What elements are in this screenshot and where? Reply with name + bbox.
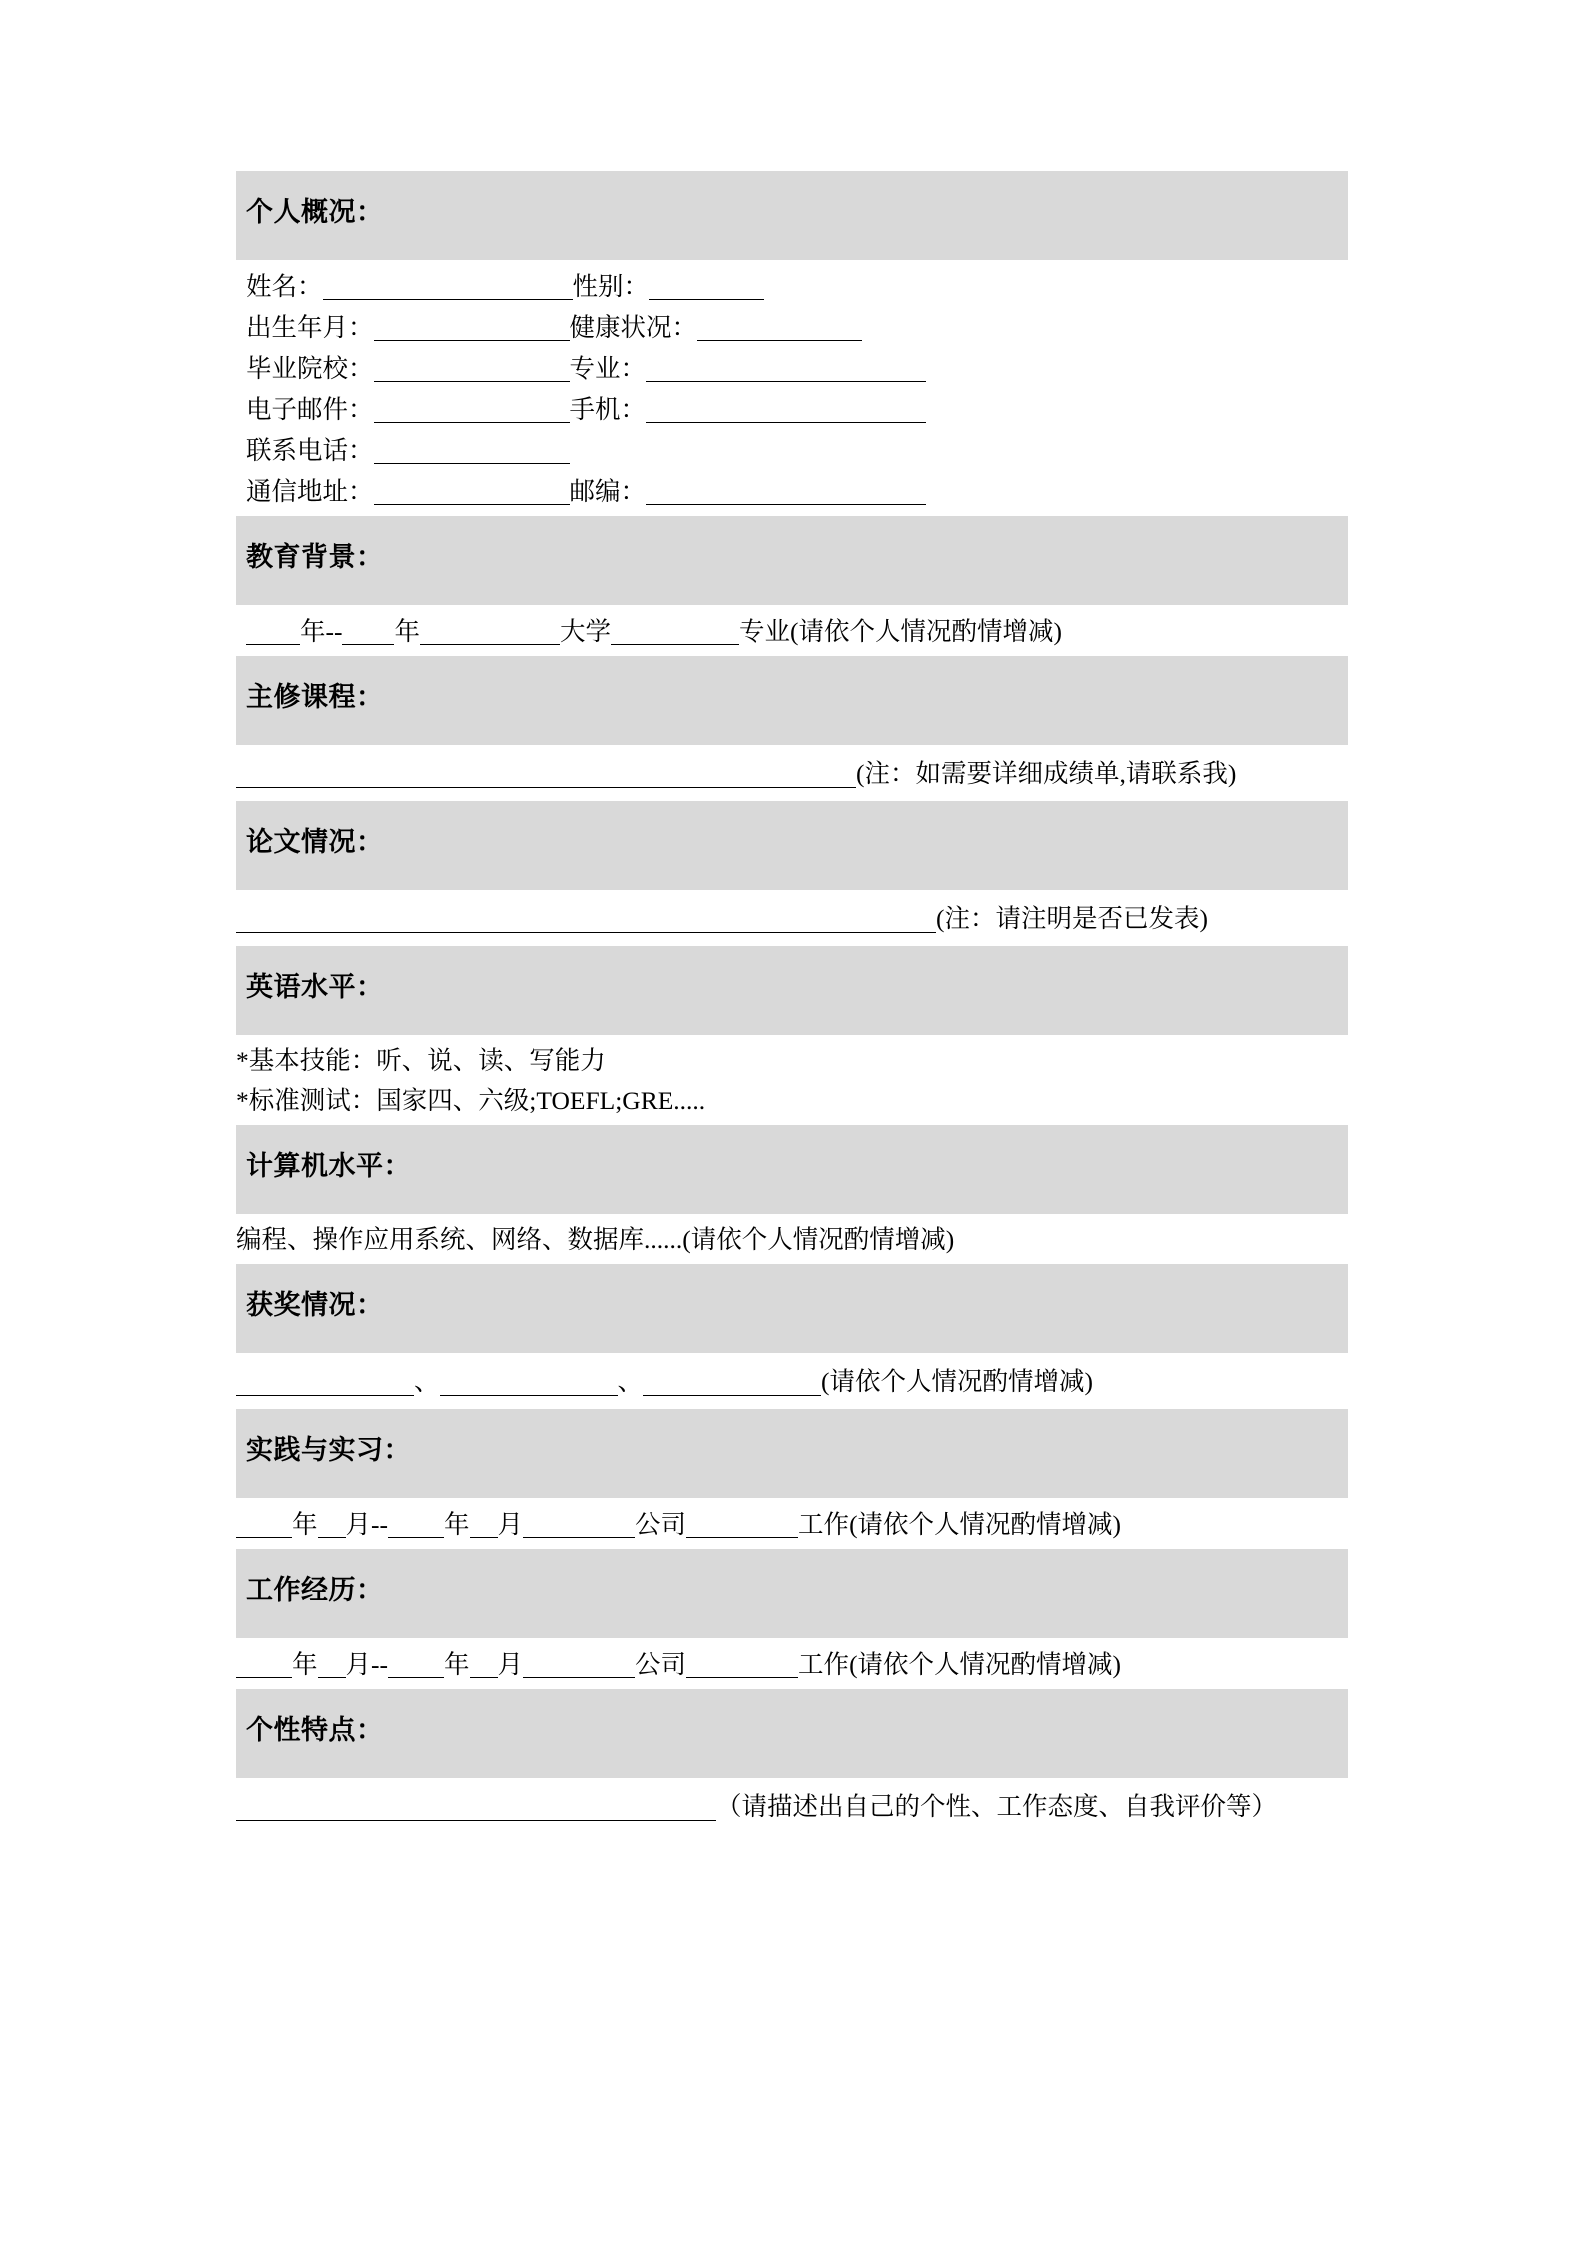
personality-content — [236, 1778, 1348, 1834]
label-gender: 性别： — [572, 272, 650, 302]
label-phone: 联系电话： — [246, 436, 374, 466]
awards-line — [236, 1359, 1348, 1405]
section-title-internship: 实践与实习： — [246, 1435, 411, 1467]
blank-email[interactable] — [374, 395, 570, 423]
blank-thesis[interactable] — [236, 902, 936, 933]
edu-major-label: 专业 — [739, 617, 791, 647]
field-row-phone — [246, 430, 1348, 471]
edu-university-label: 大学 — [560, 617, 612, 647]
section-header-education — [236, 516, 1348, 605]
label-email: 电子邮件： — [246, 395, 374, 425]
blank-intern-year-end[interactable] — [388, 1510, 444, 1538]
intern-year2-label: 年 — [444, 1510, 470, 1540]
work-month-label: 月-- — [345, 1650, 388, 1680]
section-header-personality — [236, 1689, 1348, 1778]
work-line — [236, 1644, 1348, 1685]
field-row-birth — [246, 307, 1348, 348]
label-birth: 出生年月： — [246, 313, 374, 343]
edu-note: (请依个人情况酌情增减) — [790, 617, 1063, 647]
work-year-label: 年 — [292, 1650, 318, 1680]
work-year2-label: 年 — [444, 1650, 470, 1680]
section-header-courses — [236, 656, 1348, 745]
blank-edu-major[interactable] — [611, 617, 739, 645]
label-health: 健康状况： — [569, 313, 698, 343]
document-body — [236, 171, 1348, 1834]
label-address: 通信地址： — [246, 477, 374, 507]
label-mobile: 手机： — [569, 395, 647, 425]
section-title-computer: 计算机水平： — [246, 1151, 411, 1183]
courses-line — [236, 751, 1348, 797]
blank-work-company[interactable] — [523, 1650, 635, 1678]
section-header-work — [236, 1549, 1348, 1638]
thesis-note: (注：请注明是否已发表) — [936, 904, 1208, 934]
section-header-thesis — [236, 801, 1348, 890]
blank-intern-year-start[interactable] — [236, 1510, 292, 1538]
blank-mobile[interactable] — [646, 395, 926, 423]
blank-address[interactable] — [374, 477, 570, 505]
blank-major[interactable] — [646, 354, 926, 382]
intern-month-label: 月-- — [345, 1510, 388, 1540]
blank-work-role[interactable] — [686, 1650, 798, 1678]
english-content — [236, 1035, 1348, 1125]
edu-year2-label: 年 — [394, 617, 420, 647]
section-title-work: 工作经历： — [246, 1575, 384, 1607]
label-school: 毕业院校： — [246, 354, 374, 384]
blank-personality[interactable] — [236, 1790, 716, 1821]
education-content — [236, 605, 1348, 656]
thesis-content — [236, 890, 1348, 946]
section-title-english: 英语水平： — [246, 972, 384, 1004]
field-row-address — [246, 471, 1348, 512]
work-note: (请依个人情况酌情增减) — [849, 1650, 1122, 1680]
intern-month2-label: 月 — [497, 1510, 524, 1540]
blank-zip[interactable] — [646, 477, 926, 505]
internship-line — [236, 1504, 1348, 1545]
blank-health[interactable] — [697, 313, 862, 341]
work-company-label: 公司 — [635, 1650, 687, 1680]
blank-phone[interactable] — [374, 436, 570, 464]
thesis-line — [236, 896, 1348, 942]
awards-note: (请依个人情况酌情增减) — [821, 1367, 1094, 1397]
section-header-computer — [236, 1125, 1348, 1214]
blank-edu-university[interactable] — [420, 617, 560, 645]
section-header-english — [236, 946, 1348, 1035]
education-line — [246, 611, 1348, 652]
blank-intern-month-end[interactable] — [470, 1510, 498, 1538]
section-title-awards: 获奖情况： — [246, 1290, 384, 1322]
personal-fields — [236, 260, 1348, 516]
blank-work-month-end[interactable] — [470, 1650, 498, 1678]
intern-company-label: 公司 — [635, 1510, 687, 1540]
awards-separator-2: 、 — [617, 1367, 644, 1397]
intern-year-label: 年 — [292, 1510, 318, 1540]
english-standard-tests: *标准测试：国家四、六级;TOEFL;GRE..... — [236, 1086, 706, 1116]
english-basic-skills: *基本技能：听、说、读、写能力 — [236, 1046, 606, 1076]
edu-year1-label: 年-- — [300, 617, 343, 647]
label-zip: 邮编： — [569, 477, 647, 507]
section-header-internship — [236, 1409, 1348, 1498]
awards-separator-1: 、 — [414, 1367, 440, 1397]
internship-content — [236, 1498, 1348, 1549]
blank-courses[interactable] — [236, 757, 856, 788]
field-row-school — [246, 348, 1348, 389]
blank-award-2[interactable] — [440, 1365, 618, 1396]
blank-award-3[interactable] — [643, 1365, 821, 1396]
blank-birth[interactable] — [374, 313, 570, 341]
blank-intern-month-start[interactable] — [318, 1510, 346, 1538]
work-content — [236, 1638, 1348, 1689]
field-row-email — [246, 389, 1348, 430]
computer-content — [236, 1214, 1348, 1264]
blank-work-year-end[interactable] — [388, 1650, 444, 1678]
section-title-personal: 个人概况： — [246, 197, 384, 228]
section-title-personality: 个性特点： — [246, 1715, 384, 1747]
courses-note: (注：如需要详细成绩单,请联系我) — [856, 759, 1237, 789]
computer-skills-line: 编程、操作应用系统、网络、数据库......(请依个人情况酌情增减) — [236, 1225, 955, 1255]
label-major: 专业： — [569, 354, 647, 384]
blank-intern-role[interactable] — [686, 1510, 798, 1538]
section-title-education: 教育背景： — [246, 542, 384, 574]
section-header-personal — [236, 171, 1348, 260]
field-row-name — [246, 266, 1348, 307]
section-header-awards — [236, 1264, 1348, 1353]
courses-content — [236, 745, 1348, 801]
blank-edu-year-end[interactable] — [342, 617, 394, 645]
label-name: 姓名： — [246, 272, 323, 302]
work-work-label: 工作 — [798, 1650, 850, 1680]
work-month2-label: 月 — [497, 1650, 524, 1680]
intern-note: (请依个人情况酌情增减) — [849, 1510, 1122, 1540]
blank-work-month-start[interactable] — [318, 1650, 346, 1678]
personality-note: （请描述出自己的个性、工作态度、自我评价等） — [716, 1792, 1278, 1822]
awards-content — [236, 1353, 1348, 1409]
blank-name[interactable] — [323, 272, 573, 300]
blank-edu-year-start[interactable] — [246, 617, 300, 645]
section-title-thesis: 论文情况： — [246, 827, 384, 859]
intern-work-label: 工作 — [798, 1510, 850, 1540]
blank-intern-company[interactable] — [523, 1510, 635, 1538]
blank-school[interactable] — [374, 354, 570, 382]
blank-work-year-start[interactable] — [236, 1650, 292, 1678]
section-title-courses: 主修课程： — [246, 682, 384, 714]
personality-line — [236, 1784, 1348, 1830]
blank-award-1[interactable] — [236, 1365, 414, 1396]
blank-gender[interactable] — [649, 272, 764, 300]
